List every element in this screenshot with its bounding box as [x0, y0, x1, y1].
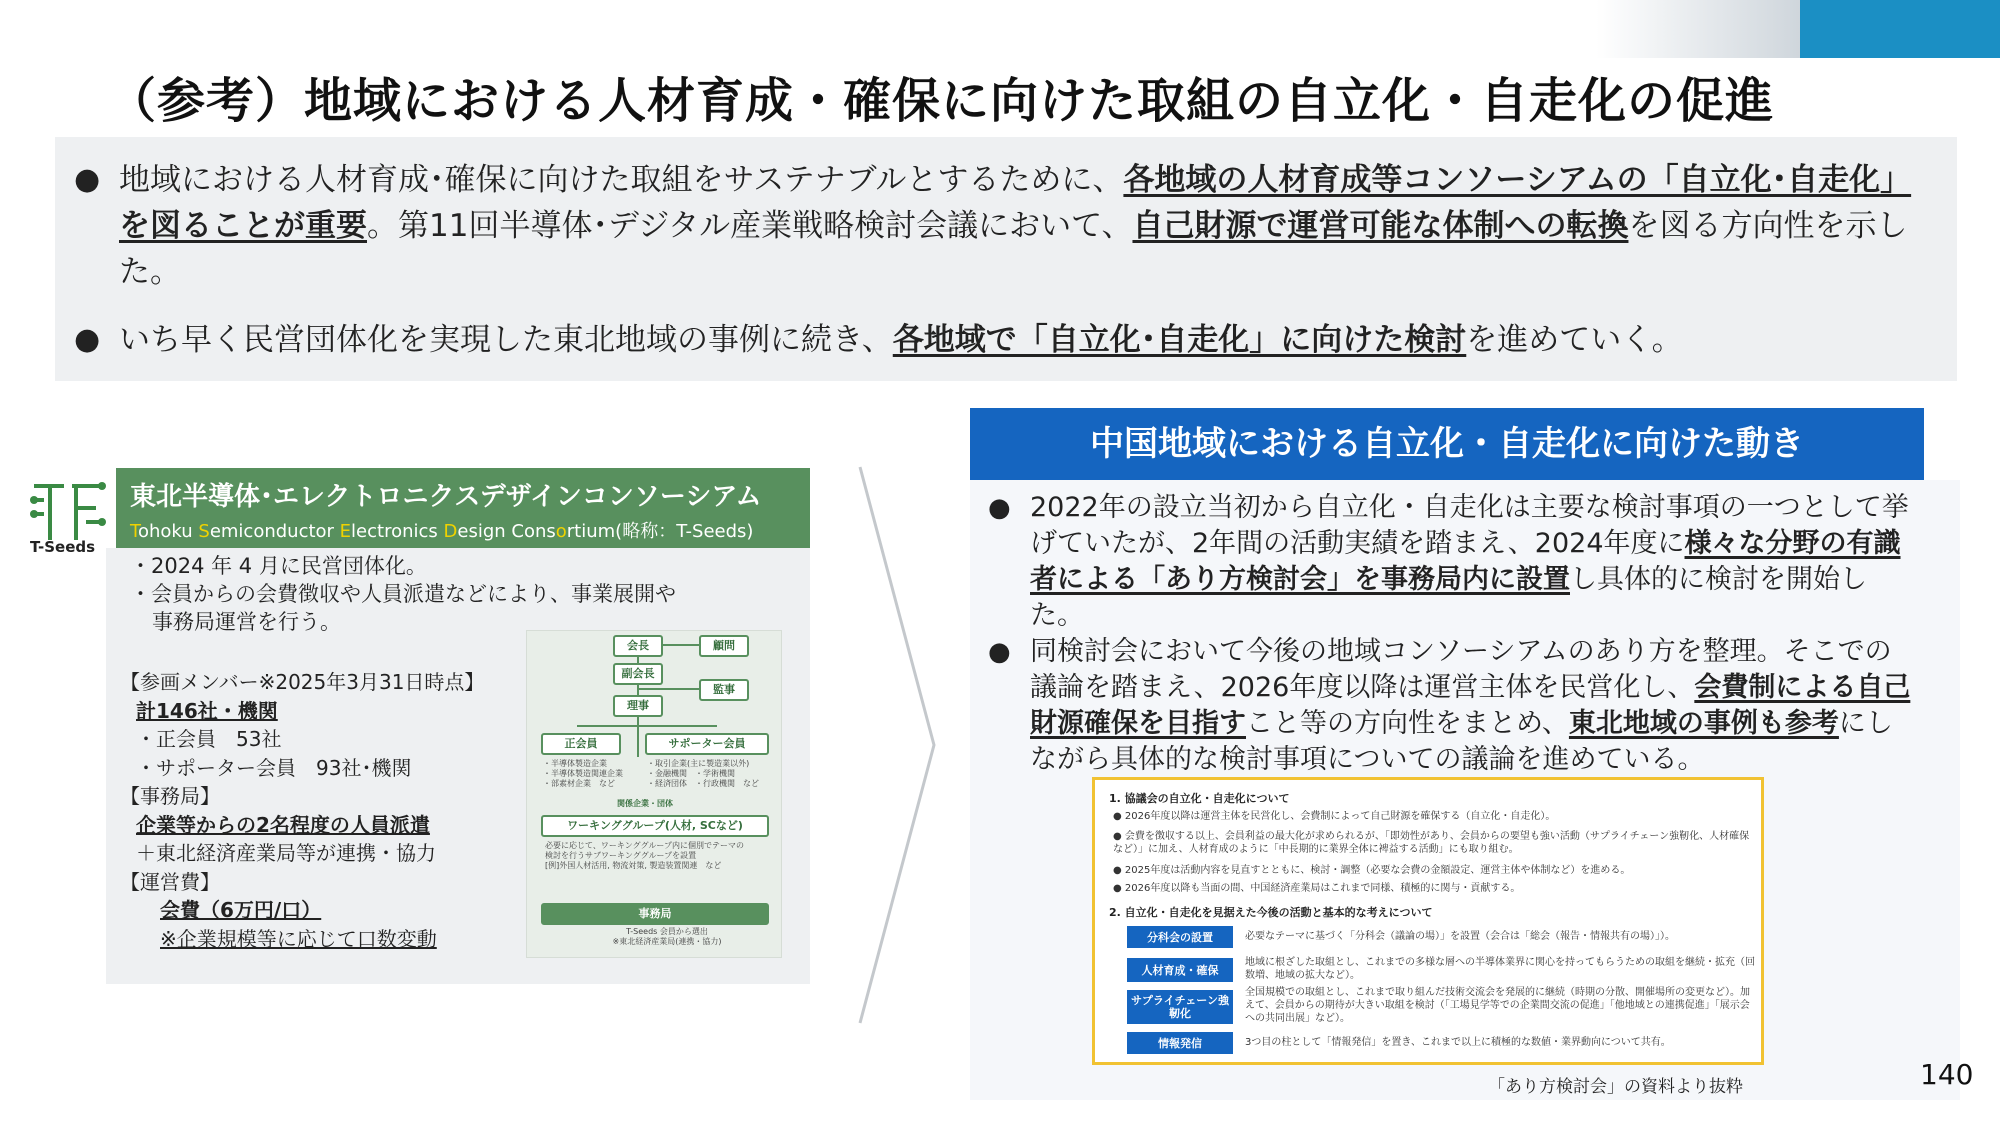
bullet-dot-icon: ●	[988, 493, 1011, 523]
doc-line: 全国規模での取組とし、これまで取り組んだ技術交流会を発展的に継続（時期の分散、開催場所の変更など）。加えて、会員からの期待が大きい取組を検討（「工場見学等での企業間交流の促進」「他地域との連携促進」「展示会への共同出展」など）。	[1245, 987, 1750, 1024]
summary-text: を進めていく。	[1466, 322, 1683, 358]
doc-line: 3つ目の柱として「情報発信」を置き、これまで以上に積極的な数値・業界動向について共有。	[1245, 1037, 1671, 1048]
org-box-komon: 顧問	[699, 635, 749, 657]
org-kanren-label: 関係企業・団体	[617, 799, 673, 808]
consortium-desc: ・2024 年 4 月に民営団体化。 ・会員からの会費徴収や人員派遣などにより、事業展開や 事務局運営を行う。	[130, 554, 676, 634]
org-box-kanji: 監事	[699, 679, 749, 701]
org-box-riji: 理事	[613, 695, 663, 717]
consortium-members: 【参画メンバー※2025年3月31日時点】 計146社・機関 ・正会員 53社 ・サポーター会員 93社･機関 【事務局】 企業等からの2名程度の人員派遣 ＋東北経済産業局等が連携・協力 【運営費】 会費（6万円/口） ※企業規模等に応じて口数変動	[120, 670, 485, 951]
consortium-subtitle: Tohoku Semiconductor Electronics Design Consortium(略称：T-Seeds)	[130, 521, 754, 542]
org-box-kaicho: 会長	[613, 635, 663, 657]
doc-tag: 人材育成・確保	[1127, 958, 1233, 982]
logo-label: T-Seeds	[30, 538, 96, 556]
chugoku-bullet-2: ● 同検討会において今後の地域コンソーシアムのあり方を整理。そこでの議論を踏まえ、2026年度以降は運営主体を民営化し、会費制による自己財源確保を目指すこと等の方向性をまとめ、東北地域の事例も参考にしながら具体的な検討事項についての議論を進めている。	[988, 636, 1911, 775]
org-connector	[663, 644, 699, 646]
doc-tag: 分科会の設置	[1127, 926, 1233, 948]
summary-emphasis: 自己財源で運営可能な体制への転換	[1132, 208, 1629, 244]
org-seikaiin-items: ・半導体製造企業 ・半導体製造関連企業 ・部素材企業 など	[543, 759, 623, 788]
summary-bullet-2	[74, 317, 1931, 363]
summary-text: いち早く民営団体化を実現した東北地域の事例に続き、	[119, 322, 893, 358]
summary-text: 。第11回半導体･デジタル産業戦略検討会議において、	[367, 208, 1133, 244]
org-connector	[637, 688, 699, 690]
doc-heading: 2. 自立化・自走化を見据えた今後の活動と基本的な考えについて	[1109, 906, 1433, 919]
org-box-seikaiin: 正会員	[541, 733, 621, 755]
header-accent-bar	[1800, 0, 2000, 58]
chevron-right-icon	[858, 465, 938, 1025]
org-chart	[526, 630, 782, 958]
doc-line: ● 会費を徴収する以上、会員利益の最大化が求められるが、「即効性があり、会員からの要望も強い活動（サプライチェーン強靭化、人材確保など）」に加え、人材育成のように「中長期的に業界全体に裨益する活動」にも取り組む。	[1113, 831, 1750, 855]
summary-text: を図る方向性を示した。	[119, 208, 1908, 290]
doc-line: ● 2025年度は活動内容を見直すとともに、検討・調整（必要な会費の金額設定、運営主体や体制など）を進める。	[1113, 865, 1631, 876]
org-wg-desc: 必要に応じて、ワーキンググループ内に個別でテーマの 検討を行うサブワーキンググループを設置 [例]外国人材活用, 物流対策, 製造装置関連 など	[545, 841, 744, 870]
excerpt-caption: 「あり方検討会」の資料より抜粋	[1488, 1077, 1743, 1097]
bullet-dot-icon: ●	[74, 322, 101, 357]
org-box-fukukaicho: 副会長	[613, 663, 663, 685]
excerpt-document	[1092, 777, 1764, 1065]
org-box-jimukyoku: 事務局	[541, 903, 769, 925]
summary-emphasis: 各地域の人材育成等コンソーシアムの「自立化･自走化」を図ることが重要	[119, 162, 1912, 244]
doc-heading: 1. 協議会の自立化・自走化について	[1109, 792, 1290, 805]
bullet-dot-icon: ●	[74, 162, 101, 197]
summary-box	[55, 137, 1957, 381]
org-supporter-items: ・取引企業(主に製造業以外) ・金融機関 ・学術機関 ・経済団体 ・行政機関 など	[647, 759, 759, 788]
consortium-title: 東北半導体･エレクトロニクスデザインコンソーシアム	[130, 482, 762, 512]
summary-text: 地域における人材育成･確保に向けた取組をサステナブルとするために、	[119, 162, 1124, 198]
consortium-header	[116, 468, 810, 548]
org-box-wg: ワーキンググループ(人材, SCなど)	[541, 815, 769, 837]
chugoku-header: 中国地域における自立化・自走化に向けた動き	[970, 408, 1924, 480]
doc-tag: サプライチェーン強靭化	[1127, 990, 1233, 1024]
doc-line: ● 2026年度以降も当面の間、中国経済産業局はこれまで同様、積極的に関与・貢献する。	[1113, 883, 1521, 894]
bullet-dot-icon: ●	[988, 637, 1011, 667]
doc-line: 必要なテーマに基づく「分科会（議論の場）」を設置（会合は「総会（報告・情報共有の場）」）。	[1245, 931, 1675, 942]
org-jimukyoku-desc: T-Seeds 会員から選出 ※東北経済産業局(連携・協力)	[612, 927, 722, 946]
doc-line: ● 2026年度以降は運営主体を民営化し、会費制によって自己財源を確保する（自立化・自走化）。	[1113, 811, 1556, 822]
summary-emphasis: 各地域で「自立化･自走化」に向けた検討	[892, 322, 1467, 358]
doc-tag: 情報発信	[1127, 1032, 1233, 1054]
summary-bullet-1	[74, 157, 1931, 295]
chugoku-bullet-1: ● 2022年の設立当初から自立化・自走化は主要な検討事項の一つとして挙げていたが、2年間の活動実績を踏まえ、2024年度に様々な分野の有識者による「あり方検討会」を事務局内に設置し具体的に検討を開始した。	[988, 492, 1909, 631]
page-number: 140	[1920, 1058, 1974, 1091]
org-connector	[577, 725, 717, 727]
doc-line: 地域に根ざした取組とし、これまでの多様な層への半導体業界に関心を持ってもらうための取組を継続・拡充（回数増、地域の拡大など）。	[1245, 957, 1755, 981]
org-box-supporter: サポーター会員	[645, 733, 769, 755]
page-title: （参考）地域における人材育成・確保に向けた取組の自立化・自走化の促進	[108, 73, 1775, 129]
header-gradient-bar	[1596, 0, 1800, 58]
